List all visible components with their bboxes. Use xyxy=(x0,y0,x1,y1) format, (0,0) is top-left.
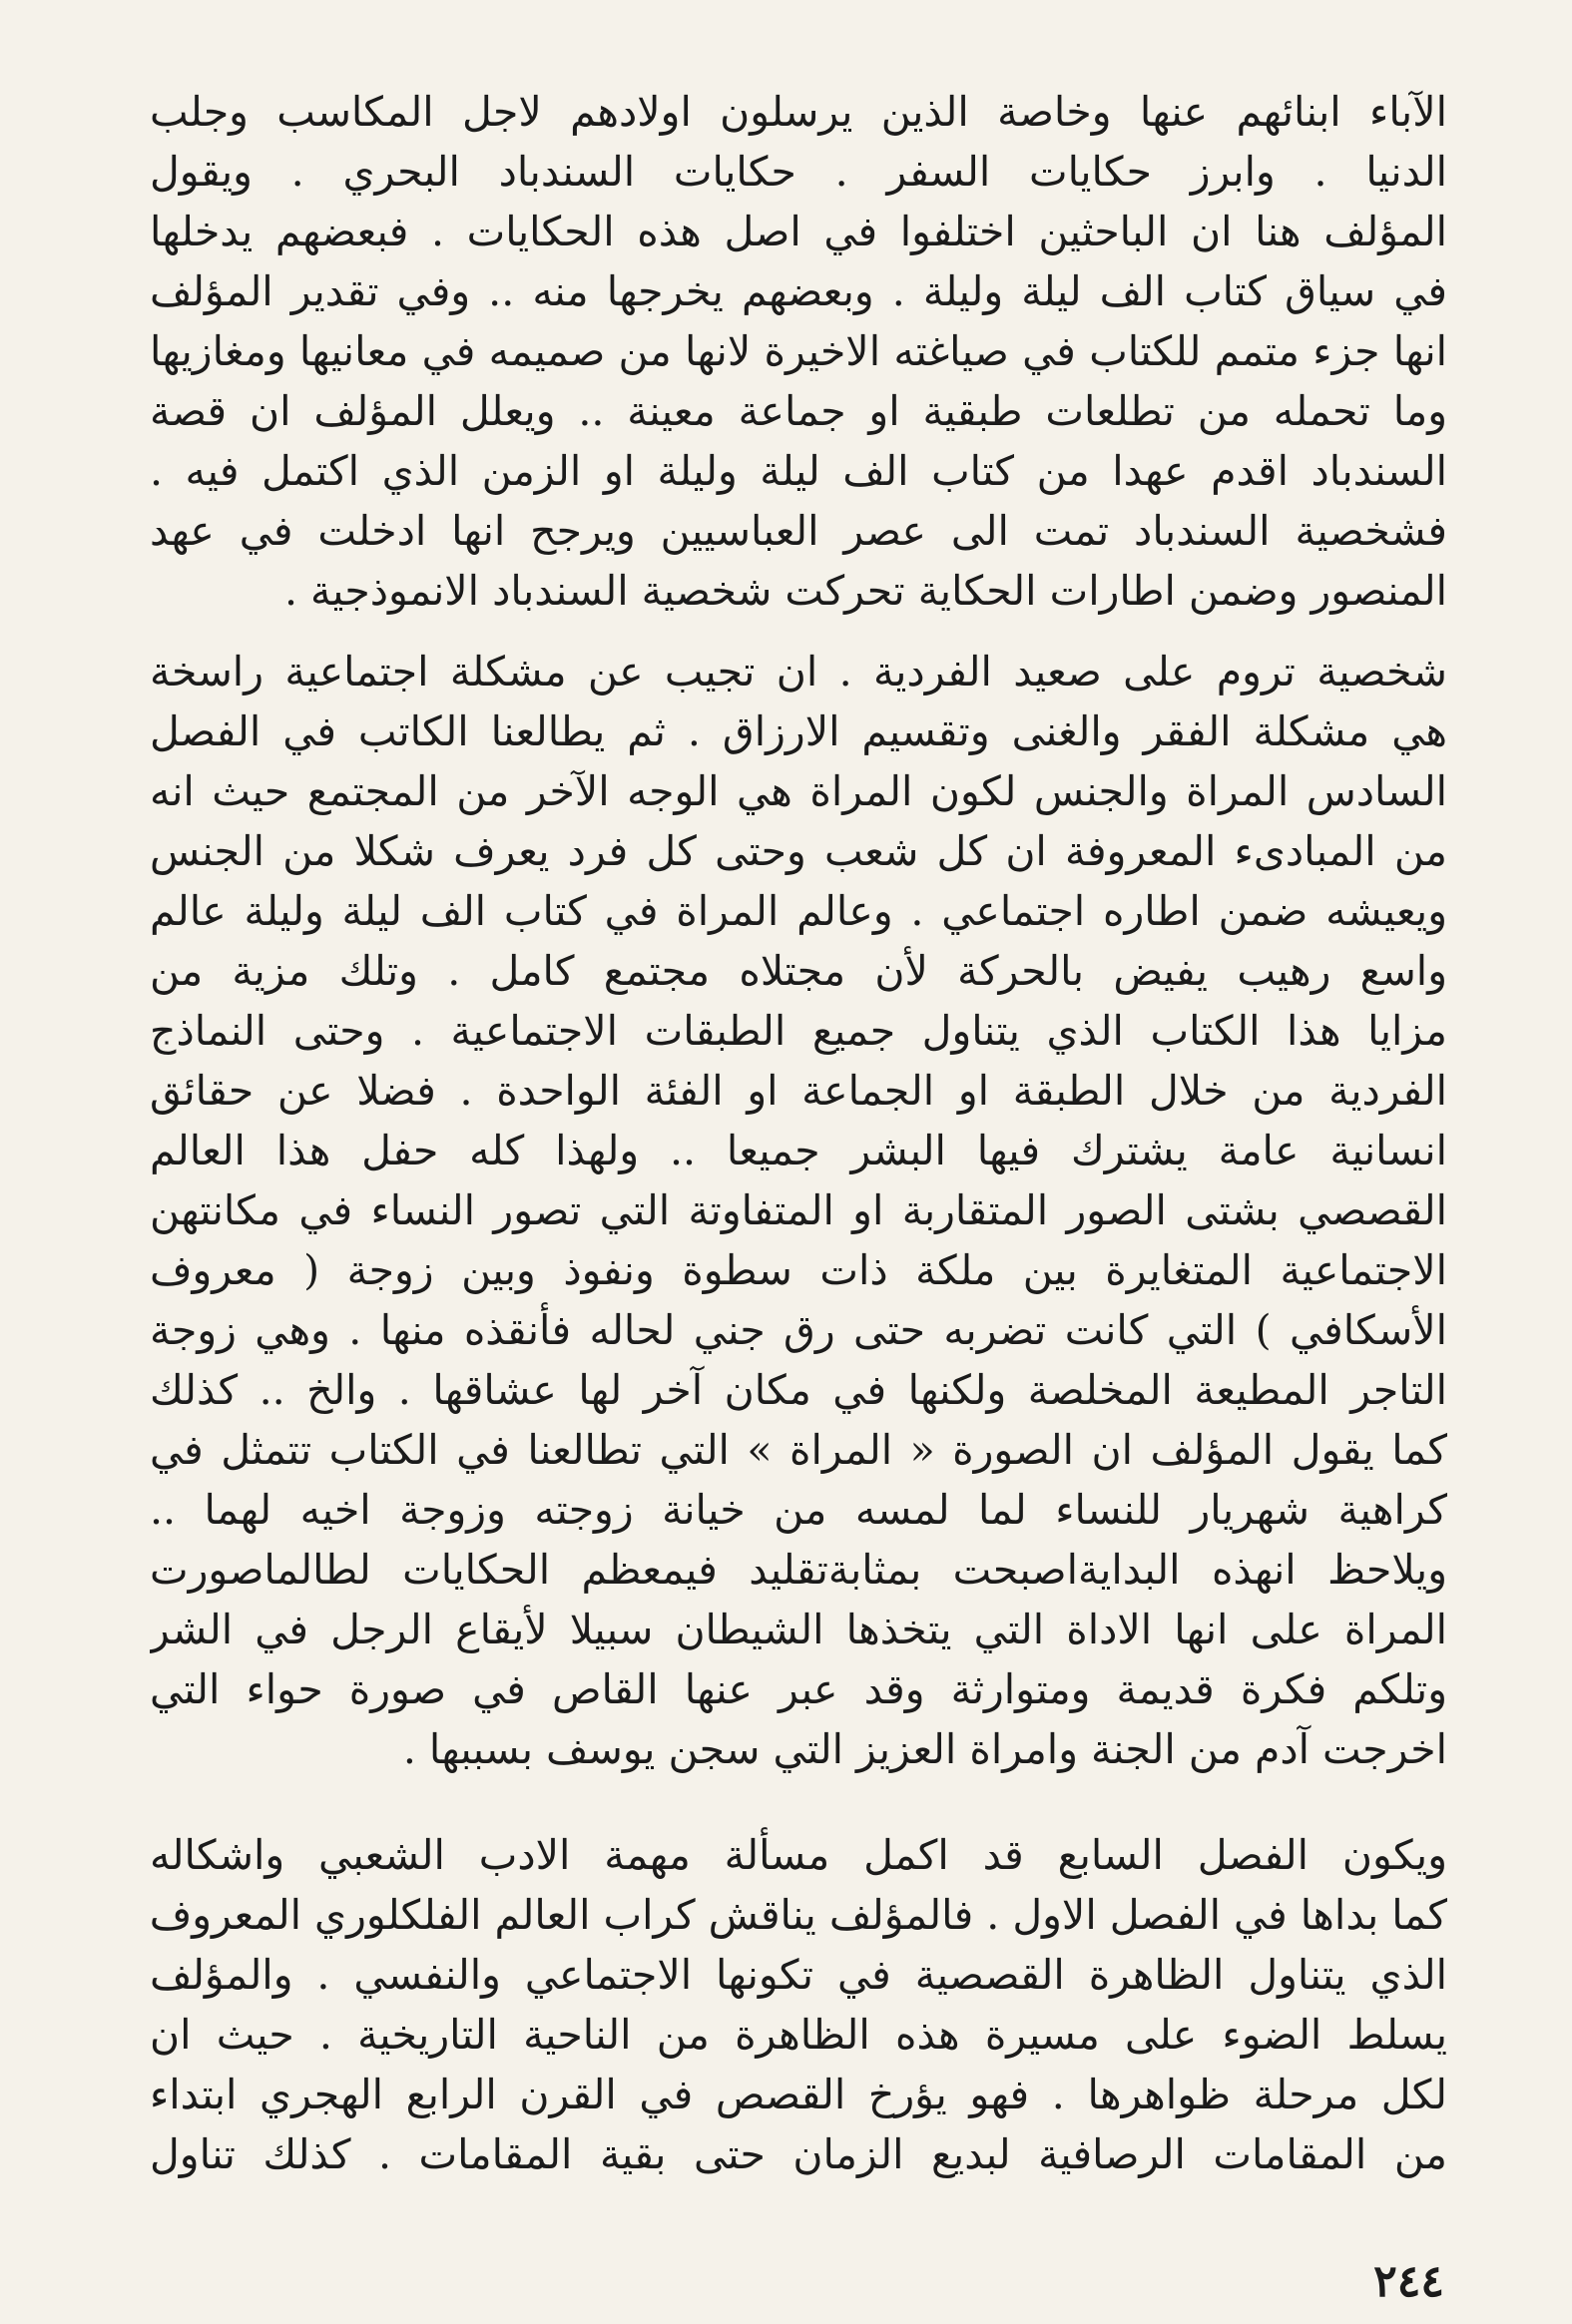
text-line: الاجتماعية المتغايرة بين ملكة ذات سطوة ونفوذ وبين زوجة ( معروف xyxy=(150,1246,1447,1294)
text-line: الفردية من خلال الطبقة او الجماعة او الفئة الواحدة . فضلا عن حقائق xyxy=(150,1067,1447,1115)
text-line: انسانية عامة يشترك فيها البشر جميعا .. ولهذا كله حفل هذا العالم xyxy=(150,1127,1447,1174)
text-line: ويعيشه ضمن اطاره اجتماعي . وعالم المراة في كتاب الف ليلة وليلة عالم xyxy=(150,887,1447,935)
text-line: انها جزء متمم للكتاب في صياغته الاخيرة لانها من صميمه في معانيها ومغازيها xyxy=(150,327,1447,375)
paragraph-2 xyxy=(150,642,1447,1779)
text-line: وما تحمله من تطلعات طبقية او جماعة معينة .. ويعلل المؤلف ان قصة xyxy=(150,387,1447,435)
text-line: ويكون الفصل السابع قد اكمل مسألة مهمة الادب الشعبي واشكاله xyxy=(150,1831,1447,1879)
text-line: كراهية شهريار للنساء لما لمسه من خيانة زوجته وزوجة اخيه لهما .. xyxy=(150,1486,1447,1534)
text-line: كما يقول المؤلف ان الصورة « المراة » التي تطالعنا في الكتاب تتمثل في xyxy=(150,1426,1447,1474)
text-line: كما بداها في الفصل الاول . فالمؤلف يناقش كراب العالم الفلكلوري المعروف xyxy=(150,1891,1447,1939)
text-line: في سياق كتاب الف ليلة وليلة . وبعضهم يخرجها منه .. وفي تقدير المؤلف xyxy=(150,267,1447,315)
text-line: القصصي بشتى الصور المتقاربة او المتفاوتة التي تصور النساء في مكانتهن xyxy=(150,1186,1447,1234)
text-line: فشخصية السندباد تمت الى عصر العباسيين ويرجح انها ادخلت في عهد xyxy=(150,507,1447,555)
text-line: اخرجت آدم من الجنة وامراة العزيز التي سجن يوسف بسببها . xyxy=(402,1725,1447,1773)
text-line: الأسكافي ) التي كانت تضربه حتى رق جني لحاله فأنقذه منها . وهي زوجة xyxy=(150,1306,1447,1354)
text-line: هي مشكلة الفقر والغنى وتقسيم الارزاق . ثم يطالعنا الكاتب في الفصل xyxy=(150,707,1447,755)
text-line: التاجر المطيعة المخلصة ولكنها في مكان آخر لها عشاقها . والخ .. كذلك xyxy=(150,1366,1447,1414)
text-line: من المبادىء المعروفة ان كل شعب وحتى كل فرد يعرف شكلا من الجنس xyxy=(150,827,1447,875)
text-line: الدنيا . وابرز حكايات السفر . حكايات السندباد البحري . ويقول xyxy=(150,148,1447,196)
text-line: المنصور وضمن اطارات الحكاية تحركت شخصية السندباد الانموذجية . xyxy=(283,567,1447,615)
text-line: شخصية تروم على صعيد الفردية . ان تجيب عن مشكلة اجتماعية راسخة xyxy=(150,648,1447,696)
text-line: لكل مرحلة ظواهرها . فهو يؤرخ القصص في القرن الرابع الهجري ابتداء xyxy=(150,2071,1447,2118)
paragraph-3 xyxy=(150,1825,1447,2184)
text-line: وتلكم فكرة قديمة ومتوارثة وقد عبر عنها القاص في صورة حواء التي xyxy=(150,1665,1447,1713)
text-line: يسلط الضوء على مسيرة هذه الظاهرة من الناحية التاريخية . حيث ان xyxy=(150,2011,1447,2059)
text-line: السندباد اقدم عهدا من كتاب الف ليلة وليلة او الزمن الذي اكتمل فيه . xyxy=(150,447,1447,495)
text-line: الآباء ابنائهم عنها وخاصة الذين يرسلون اولادهم لاجل المكاسب وجلب xyxy=(150,88,1447,136)
text-line: الذي يتناول الظاهرة القصصية في تكونها الاجتماعي والنفسي . والمؤلف xyxy=(150,1951,1447,1999)
text-line: واسع رهيب يفيض بالحركة لأن مجتلاه مجتمع كامل . وتلك مزية من xyxy=(150,947,1447,995)
text-line: ويلاحظ انهذه البدايةاصبحت بمثابةتقليد فيمعظم الحكايات لطالماصورت xyxy=(150,1546,1447,1594)
page-number: ٢٤٤ xyxy=(1373,2256,1444,2307)
text-line: المؤلف هنا ان الباحثين اختلفوا في اصل هذه الحكايات . فبعضهم يدخلها xyxy=(150,208,1447,255)
text-line: المراة على انها الاداة التي يتخذها الشيطان سبيلا لأيقاع الرجل في الشر xyxy=(150,1606,1447,1653)
paragraph-1 xyxy=(150,82,1447,621)
text-line: مزايا هذا الكتاب الذي يتناول جميع الطبقات الاجتماعية . وحتى النماذج xyxy=(150,1007,1447,1055)
text-line: السادس المراة والجنس لكون المراة هي الوجه الآخر من المجتمع حيث انه xyxy=(150,767,1447,815)
text-line: من المقامات الرصافية لبديع الزمان حتى بقية المقامات . كذلك تناول xyxy=(150,2130,1447,2178)
